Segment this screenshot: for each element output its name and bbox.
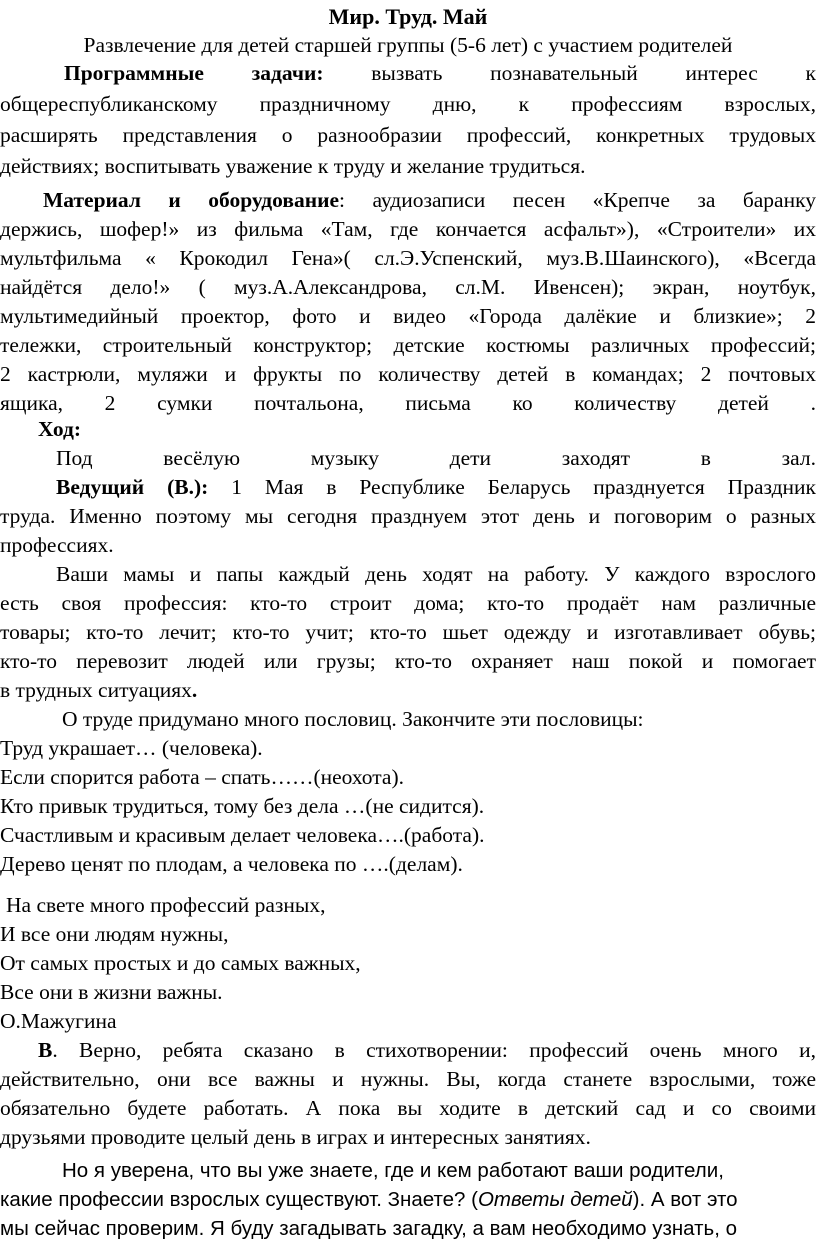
proverb-item: Дерево ценят по плодам, а человека по ….(делам). bbox=[0, 852, 463, 876]
riddle-line-3: мы сейчас проверим. Я буду загадывать загадку, а вам необходимо узнать, о bbox=[0, 1217, 737, 1240]
conclusion-line-3: обязательно будете работать. А пока вы ходите в детский сад и со своими bbox=[0, 1096, 816, 1120]
poem-line: На свете много профессий разных, bbox=[6, 893, 326, 917]
parents-line-2: есть своя профессия: кто-то строит дома; кто-то продаёт нам различные bbox=[0, 591, 816, 615]
proverb-item: Если спорится работа – спать……(неохота). bbox=[0, 765, 404, 789]
poem-line: От самых простых и до самых важных, bbox=[0, 951, 361, 975]
materials-line-4: найдётся дело!» ( муз.А.Александрова, сл.М. Ивенсен); экран, ноутбук, bbox=[0, 275, 816, 299]
tasks-line-1: Программные задачи: вызвать познавательный интерес к bbox=[64, 61, 816, 85]
course-heading: Ход: bbox=[38, 417, 82, 441]
host-line-1: Ведущий (В.): 1 Мая в Республике Беларусь празднуется Праздник bbox=[56, 475, 816, 499]
tasks-line-3: расширять представления о разнообразии профессий, конкретных трудовых bbox=[0, 123, 816, 147]
host-line-3: профессиях. bbox=[0, 533, 114, 557]
host-line-2: труда. Именно поэтому мы сегодня празднуем этот день и поговорим о разных bbox=[0, 504, 816, 528]
poem-line: Все они в жизни важны. bbox=[0, 980, 223, 1004]
proverb-item: Кто привык трудиться, тому без дела …(не сидится). bbox=[0, 794, 485, 818]
conclusion-line-1: В. Верно, ребята сказано в стихотворении: профессий очень много и, bbox=[38, 1038, 816, 1062]
course-enter: Под весёлую музыку дети заходят в зал. bbox=[56, 446, 816, 470]
conclusion-line-2: действительно, они все важны и нужны. Вы, когда станете взрослыми, тоже bbox=[0, 1067, 816, 1091]
materials-label: Материал и оборудование bbox=[43, 188, 340, 212]
poem-author: О.Мажугина bbox=[0, 1009, 117, 1033]
poem-line: И все они людям нужны, bbox=[0, 922, 229, 946]
materials-line-6: тележки, строительный конструктор; детские костюмы различных профессий; bbox=[0, 333, 816, 357]
riddle-line-1: Но я уверена, что вы уже знаете, где и кем работают ваши родители, bbox=[62, 1159, 724, 1182]
proverb-item: Счастливым и красивым делает человека….(работа). bbox=[0, 823, 485, 847]
tasks-line-4: действиях; воспитывать уважение к труду и желание трудиться. bbox=[0, 154, 586, 178]
materials-line-8: ящика, 2 сумки почтальона, письма ко количеству детей . bbox=[0, 391, 816, 415]
document-title: Мир. Труд. Май bbox=[328, 4, 488, 29]
conclusion-line-4: друзьями проводите целый день в играх и интересных занятиях. bbox=[0, 1125, 591, 1149]
materials-line-2: держись, шофер!» из фильма «Там, где кончается асфальт»), «Строители» их bbox=[0, 217, 816, 241]
children-answers: Ответы детей bbox=[477, 1188, 633, 1211]
tasks-line-2: общереспубликанскому праздничному дню, к профессиям взрослых, bbox=[0, 92, 816, 116]
proverb-item: Труд украшает… (человека). bbox=[0, 736, 263, 760]
parents-line-4: кто-то перевозит людей или грузы; кто-то охраняет наш покой и помогает bbox=[0, 649, 816, 673]
document-subtitle: Развлечение для детей старшей группы (5-6 лет) с участием родителей bbox=[83, 33, 733, 57]
materials-line-1: Материал и оборудование: аудиозаписи песен «Крепче за баранку bbox=[43, 188, 816, 212]
parents-line-3: товары; кто-то лечит; кто-то учит; кто-то шьет одежду и изготавливает обувь; bbox=[0, 620, 816, 644]
tasks-label: Программные задачи: bbox=[64, 61, 324, 85]
proverbs-intro: О труде придумано много пословиц. Закончите эти пословицы: bbox=[62, 707, 644, 731]
materials-line-7: 2 кастрюли, муляжи и фрукты по количеству детей в командах; 2 почтовых bbox=[0, 362, 816, 386]
parents-line-1: Ваши мамы и папы каждый день ходят на работу. У каждого взрослого bbox=[56, 562, 816, 586]
conclusion-label: В bbox=[38, 1038, 53, 1062]
host-label: Ведущий (В.): bbox=[56, 475, 209, 499]
riddle-line-2: какие профессии взрослых существуют. Знаете? (Ответы детей). А вот это bbox=[0, 1188, 738, 1211]
parents-line-5: в трудных ситуациях. bbox=[0, 678, 198, 702]
materials-line-3: мультфильма « Крокодил Гена»( сл.Э.Успенский, муз.В.Шаинского), «Всегда bbox=[0, 246, 816, 270]
materials-line-5: мультимедийный проектор, фото и видео «Города далёкие и близкие»; 2 bbox=[0, 304, 816, 328]
